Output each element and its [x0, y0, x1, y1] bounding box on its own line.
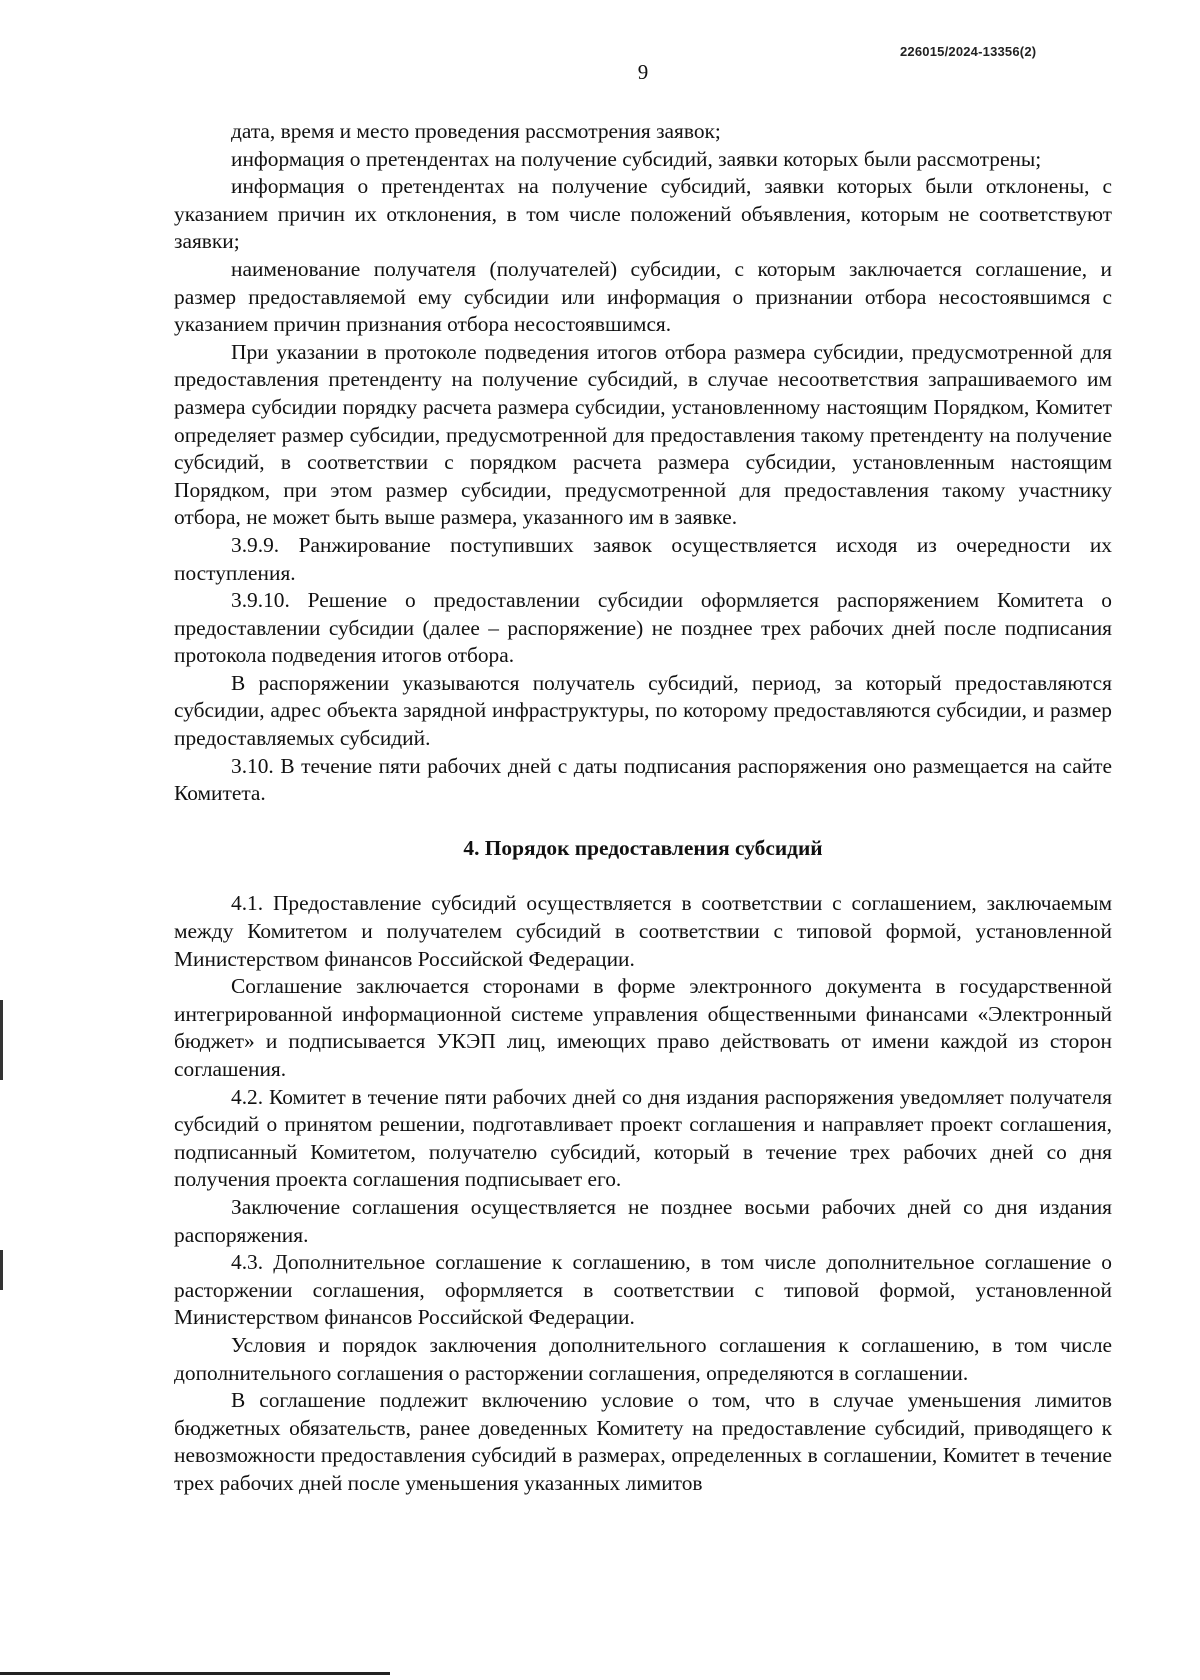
- scan-edge-mark: [0, 1250, 3, 1290]
- section-heading: 4. Порядок предоставления субсидий: [463, 835, 823, 860]
- paragraph: 4.2. Комитет в течение пяти рабочих дней со дня издания распоряжения уведомляет получателя субсидий о принятом решении, подготавливает проект соглашения и направляет проект соглашения, подписанный Комитетом, получателю субсидий, который в течение трех рабочих дней со дня получения проекта соглашения подписывает его.: [174, 1084, 1112, 1192]
- paragraph: При указании в протоколе подведения итогов отбора размера субсидии, предусмотренной для предоставления претенденту на получение субсидий, в случае несоответствия запрашиваемого им размера субсидии порядку расчета размера субсидии, установленному настоящим Порядком, Комитет определяет размер субсидии, предусмотренной для предоставления такому претенденту на получение субсидий, в соответствии с порядком расчета размера субсидии, установленным настоящим Порядком, при этом размер субсидии, предусмотренной для предоставления такому участнику отбора, не может быть выше размера, указанного им в заявке.: [174, 339, 1112, 530]
- paragraph: наименование получателя (получателей) субсидии, с которым заключается соглашение, и размер предоставляемой ему субсидии или информация о признании отбора несостоявшимся с указанием причин признания отбора несостоявшимся.: [174, 256, 1112, 337]
- paragraph: информация о претендентах на получение субсидий, заявки которых были рассмотрены;: [231, 146, 1042, 171]
- paragraph: 3.9.9. Ранжирование поступивших заявок осуществляется исходя из очередности их поступления.: [174, 532, 1112, 585]
- document-registration-number: 226015/2024-13356(2): [900, 44, 1037, 59]
- paragraph: 3.9.10. Решение о предоставлении субсидии оформляется распоряжением Комитета о предоставлении субсидии (далее – распоряжение) не позднее трех рабочих дней после подписания протокола подведения итогов отбора.: [174, 588, 1112, 668]
- page-number: 9: [637, 60, 649, 84]
- scan-bottom-line: [0, 1672, 390, 1675]
- paragraph: В соглашение подлежит включению условие о том, что в случае уменьшения лимитов бюджетных обязательств, ранее доведенных Комитету на предоставление субсидий, приводящего к невозможности предоставления субсидий в размерах, определенных в соглашении, Комитет в течение трех рабочих дней после уменьшения указанных лимитов: [174, 1388, 1112, 1495]
- paragraph: Заключение соглашения осуществляется не позднее восьми рабочих дней со дня издания распоряжения.: [174, 1194, 1112, 1247]
- document-body: [174, 118, 1112, 1498]
- paragraph: В распоряжении указываются получатель субсидий, период, за который предоставляются субсидии, адрес объекта зарядной инфраструктуры, по которому предоставляются субсидии, и размер предоставляемых субсидий.: [174, 670, 1112, 751]
- paragraph: информация о претендентах на получение субсидий, заявки которых были отклонены, с указанием причин их отклонения, в том числе положений объявления, которым не соответствуют заявки;: [174, 174, 1112, 254]
- paragraph: 3.10. В течение пяти рабочих дней с даты подписания распоряжения оно размещается на сайте Комитета.: [174, 753, 1112, 806]
- paragraph: Соглашение заключается сторонами в форме электронного документа в государственной интегрированной информационной системе управления общественными финансами «Электронный бюджет» и подписывается УКЭП лиц, имеющих право действовать от имени каждой из сторон соглашения.: [174, 974, 1112, 1081]
- paragraph: 4.1. Предоставление субсидий осуществляется в соответствии с соглашением, заключаемым между Комитетом и получателем субсидий в соответствии с типовой формой, установленной Министерством финансов Российской Федерации.: [174, 891, 1112, 971]
- scan-edge-mark: [0, 1000, 3, 1080]
- paragraph: 4.3. Дополнительное соглашение к соглашению, в том числе дополнительное соглашение о расторжении соглашения, оформляется в соответствии с типовой формой, установленной Министерством финансов Российской Федерации.: [174, 1250, 1112, 1330]
- paragraph: Условия и порядок заключения дополнительного соглашения к соглашению, в том числе дополнительного соглашения о расторжении соглашения, определяются в соглашении.: [174, 1332, 1112, 1385]
- paragraph: дата, время и место проведения рассмотрения заявок;: [231, 119, 721, 143]
